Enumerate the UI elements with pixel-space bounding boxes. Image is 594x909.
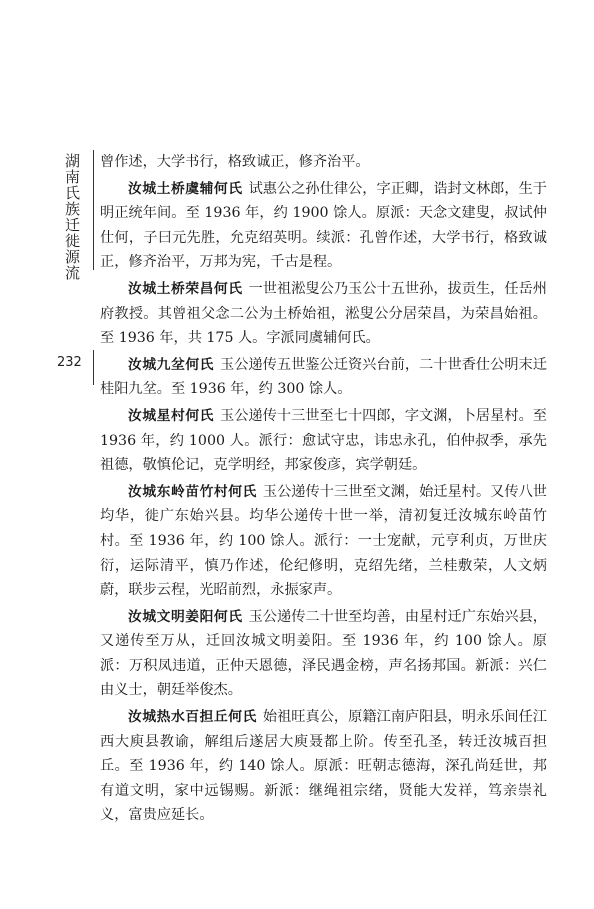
running-book-title: 湖南氏族迁徙源流 — [63, 153, 81, 281]
continuation-paragraph: 曾作述，大学书行，格致诚正，修齐治平。 — [100, 154, 370, 170]
margin-rule-lower — [93, 350, 94, 385]
entry-paragraph — [100, 705, 547, 828]
entry-paragraph — [100, 480, 547, 603]
entry-heading: 汝城土桥荣昌何氏 — [128, 280, 243, 297]
entry-text: 玉公递传二十世至均善，由星村迁广东始兴县，又递传至万从，迁回汝城文明姜阳。至 1936 年，约 100 馀人。原派：万积凤违道，正仲天恩德，泽民遇金榜，声名扬邦国。新派：兴仁由义士，朝廷举俊杰。 — [100, 608, 547, 699]
entry-paragraph — [100, 277, 547, 351]
page-body — [100, 150, 547, 830]
margin-rule-upper — [93, 150, 94, 270]
entry-heading: 汝城土桥虞辅何氏 — [128, 180, 243, 197]
entry-text: 玉公递传五世鉴公迁资兴台前，二十世香仕公明末迁桂阳九坌。至 1936 年，约 300 馀人。 — [100, 356, 547, 398]
entry-paragraph — [100, 605, 547, 703]
entry-text: 始祖旺真公，原籍江南庐阳县，明永乐间任江西大庾县教谕，解组后遂居大庾聂都上阶。传至孔圣，转迁汝城百担丘。至 1936 年，约 140 馀人。原派：旺朝志德海，深孔尚廷世，邦有道文明，家中远锡赐。新派：继绳祖宗绪，贤能大发祥，笃亲崇礼义，富贵应延长。 — [100, 709, 547, 824]
entry-heading: 汝城东岭苗竹村何氏 — [128, 483, 257, 500]
page-number: 232 — [57, 355, 82, 370]
entry-text: 玉公递传十三世至文渊，始迁星村。又传八世均华，徙广东始兴县。均华公递传十世一举，清初复迁汝城东岭苗竹村。至 1936 年，约 100 馀人。派行：一士宠献，元亨利贞，万世庆衍，运际清平，慎乃作述，伦纪修明，克绍先绪，兰桂敷荣，人文炳蔚，联步云程，光昭前烈，永振家声。 — [100, 483, 547, 599]
entry-paragraph — [100, 177, 547, 275]
entry-heading: 汝城热水百担丘何氏 — [128, 709, 257, 726]
entry-text: 试惠公之孙仕律公，字正卿，诰封文林郎，生于明正统年间。至 1936 年，约 1900 馀人。原派：天念文建叟，叔试仲仕何，子曰元先胜，允克绍英明。续派：孔曾作述，大学书行，格致诚正，修齐治平，万邦为宪，千古是程。 — [100, 180, 547, 271]
entry-heading: 汝城文明姜阳何氏 — [128, 608, 243, 625]
entry-text: 一世祖淞叟公乃玉公十五世孙，拔贡生，任岳州府教授。其曾祖父念二公为土桥始祖，淞叟公分居荣昌，为荣昌始祖。至 1936 年，共 175 人。字派同虞辅何氏。 — [100, 280, 547, 347]
entry-heading: 汝城星村何氏 — [128, 407, 214, 424]
entry-paragraph — [100, 353, 547, 402]
entry-heading: 汝城九坌何氏 — [128, 356, 214, 373]
entry-paragraph — [100, 404, 547, 478]
entry-text: 玉公递传十三世至七十四郎，字文渊，卜居星村。至 1936 年，约 1000 人。派行：愈试守忠，讳忠永孔，伯仲叔季，承先祖德，敬慎伦记，克学明经，邦家俊彦，宾学朝廷。 — [100, 407, 547, 474]
